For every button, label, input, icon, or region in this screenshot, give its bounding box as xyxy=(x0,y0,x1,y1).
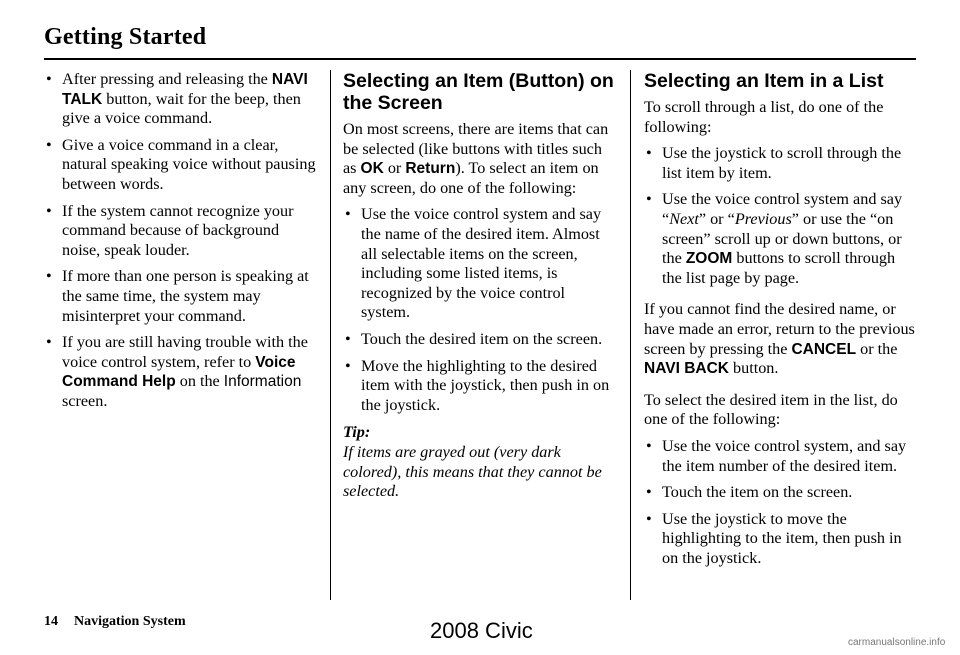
column-select-list xyxy=(644,70,918,575)
tip-text: If items are grayed out (very dark colored), this means that they cannot be selected. xyxy=(343,442,602,501)
navi-back-key: NAVI BACK xyxy=(644,360,729,378)
column-divider xyxy=(330,70,331,600)
site-watermark: carmanualsonline.info xyxy=(848,637,946,648)
title-rule xyxy=(44,58,916,60)
cancel-key: CANCEL xyxy=(791,340,857,358)
next-term: Next xyxy=(669,209,699,228)
page-number: 14 xyxy=(44,614,58,629)
information-key: Information xyxy=(223,373,302,391)
list-item: • Touch the item on the screen. xyxy=(644,483,918,503)
scroll-methods-list xyxy=(644,144,918,288)
select-paragraph: To select the desired item in the list, do one of the following: xyxy=(644,390,898,429)
list-item: • Give a voice command in a clear, natural speaking voice without pausing between words. xyxy=(44,136,316,195)
section-heading: Selecting an Item (Button) on the Screen xyxy=(343,70,614,114)
list-item: • Use the joystick to move the highlighting to the item, then push in on the joystick. xyxy=(644,510,918,569)
list-item: • Use the voice control system and say “Next” or “Previous” or use the “on screen” scroll up or down buttons, or the ZOOM buttons to scroll through the list page by page. xyxy=(644,190,918,288)
voice-tips-list xyxy=(44,70,316,412)
list-item: • Use the joystick to scroll through the list item by item. xyxy=(644,144,918,183)
list-item: • If more than one person is speaking at the same time, the system may misinterpret your command. xyxy=(44,267,316,326)
list-item: • If the system cannot recognize your command because of background noise, speak louder. xyxy=(44,202,316,261)
page-footer xyxy=(44,614,202,630)
error-paragraph: If you cannot find the desired name, or have made an error, return to the previous screen by pressing the CANCEL or the NAVI BACK button. xyxy=(644,300,915,378)
column-voice-tips xyxy=(44,70,316,419)
ok-key: OK xyxy=(360,160,384,178)
previous-term: Previous xyxy=(734,209,792,228)
voice-command-help-key: Voice Command Help xyxy=(62,353,296,391)
list-item: • Use the voice control system and say the name of the desired item. Almost all selectable items on the screen, including some listed items, is recognized by the voice control system. xyxy=(343,205,617,323)
list-item: • Touch the desired item on the screen. xyxy=(343,330,617,350)
select-methods-list xyxy=(343,205,617,415)
zoom-key: ZOOM xyxy=(685,250,733,268)
model-label: 2008 Civic xyxy=(430,618,533,643)
list-item: • Use the voice control system, and say the item number of the desired item. xyxy=(644,437,918,476)
column-divider xyxy=(630,70,631,600)
section-name: Navigation System xyxy=(74,614,186,629)
navi-talk-key: NAVI TALK xyxy=(62,71,308,108)
list-item: • Move the highlighting to the desired item with the joystick, then push in on the joystick. xyxy=(343,357,617,416)
list-item: • If you are still having trouble with the voice control system, refer to Voice Command Help on the Information screen. xyxy=(44,333,316,411)
section-heading: Selecting an Item in a List xyxy=(644,70,884,92)
tip-block xyxy=(343,423,617,501)
page-title: Getting Started xyxy=(44,24,207,50)
list-item: • After pressing and releasing the NAVI TALK button, wait for the beep, then give a voice command. xyxy=(44,70,316,129)
tip-label: Tip: xyxy=(343,423,371,442)
select-list-methods xyxy=(644,437,918,569)
intro-paragraph: On most screens, there are items that can be selected (like buttons with titles such as OK or Return). To select an item on any screen, do one of the following: xyxy=(343,120,609,197)
intro-paragraph: To scroll through a list, do one of the following: xyxy=(644,98,884,136)
column-select-button xyxy=(343,70,617,502)
return-key: Return xyxy=(405,160,456,178)
